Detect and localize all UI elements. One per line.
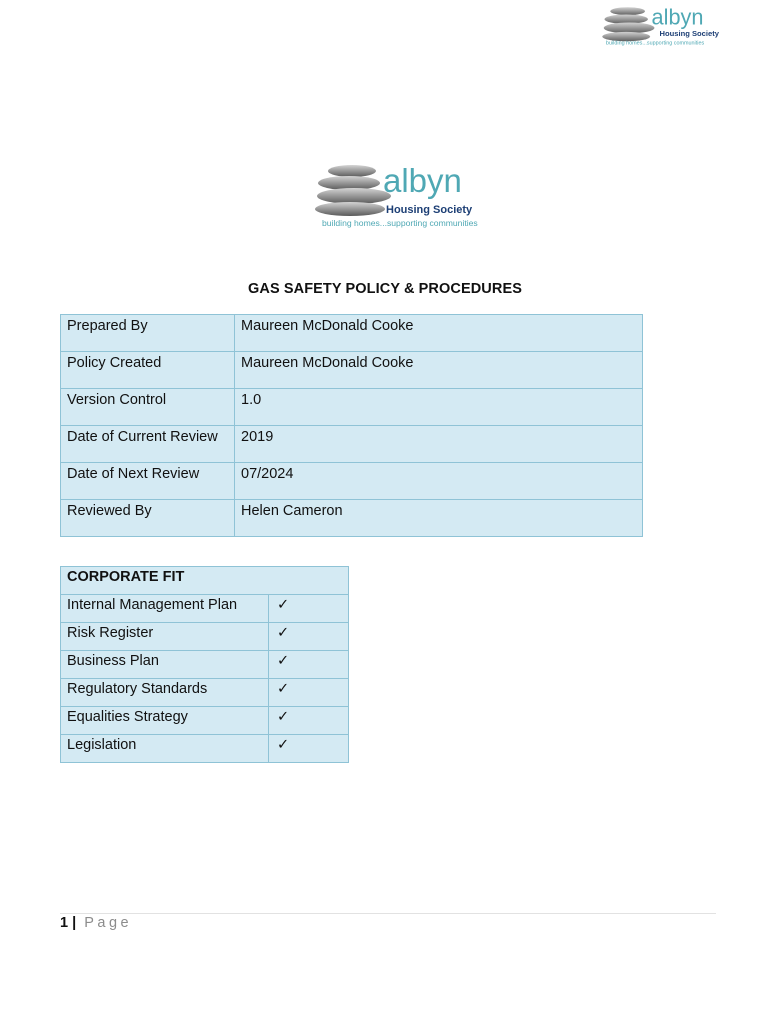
albyn-logo-large bbox=[312, 162, 478, 230]
corporate-fit-label: Business Plan bbox=[61, 651, 269, 679]
metadata-label: Policy Created bbox=[61, 352, 235, 389]
footer-separator: | bbox=[72, 915, 77, 931]
table-row bbox=[61, 389, 643, 426]
corporate-fit-label: Equalities Strategy bbox=[61, 707, 269, 735]
checkmark-icon: ✓ bbox=[269, 679, 349, 707]
table-row bbox=[61, 679, 349, 707]
checkmark-icon: ✓ bbox=[269, 735, 349, 763]
table-row bbox=[61, 315, 643, 352]
corporate-fit-table bbox=[60, 566, 349, 763]
svg-text:building homes...supporting co: building homes...supporting communities bbox=[605, 40, 705, 47]
table-row bbox=[61, 651, 349, 679]
corporate-fit-label: Internal Management Plan bbox=[61, 595, 269, 623]
stacked-stones-logo-icon bbox=[312, 162, 478, 230]
table-row bbox=[61, 623, 349, 651]
corporate-fit-heading: CORPORATE FIT bbox=[61, 567, 349, 595]
corporate-fit-label: Regulatory Standards bbox=[61, 679, 269, 707]
metadata-value: 2019 bbox=[235, 426, 643, 463]
table-row bbox=[61, 352, 643, 389]
stacked-stones-logo-icon bbox=[598, 4, 720, 47]
corporate-fit-label: Risk Register bbox=[61, 623, 269, 651]
table-row bbox=[61, 735, 349, 763]
albyn-logo-small bbox=[598, 4, 720, 47]
table-row bbox=[61, 500, 643, 537]
metadata-label: Version Control bbox=[61, 389, 235, 426]
metadata-value: Maureen McDonald Cooke bbox=[235, 352, 643, 389]
table-header-row bbox=[61, 567, 349, 595]
checkmark-icon: ✓ bbox=[269, 595, 349, 623]
checkmark-icon: ✓ bbox=[269, 707, 349, 735]
document-metadata-table bbox=[60, 314, 643, 537]
svg-text:building homes...supporting co: building homes...supporting communities bbox=[322, 218, 478, 228]
table-row bbox=[61, 595, 349, 623]
svg-text:albyn: albyn bbox=[383, 162, 462, 199]
checkmark-icon: ✓ bbox=[269, 623, 349, 651]
corporate-fit-label: Legislation bbox=[61, 735, 269, 763]
page-label: Page bbox=[84, 915, 133, 931]
metadata-label: Reviewed By bbox=[61, 500, 235, 537]
metadata-value: Helen Cameron bbox=[235, 500, 643, 537]
table-row bbox=[61, 463, 643, 500]
table-row bbox=[61, 707, 349, 735]
svg-text:albyn: albyn bbox=[651, 4, 704, 30]
svg-text:Housing Society: Housing Society bbox=[659, 28, 720, 38]
page-number: 1 bbox=[60, 915, 69, 931]
metadata-label: Date of Current Review bbox=[61, 426, 235, 463]
svg-text:Housing Society: Housing Society bbox=[386, 204, 473, 216]
footer-divider bbox=[60, 913, 716, 914]
metadata-value: 1.0 bbox=[235, 389, 643, 426]
checkmark-icon: ✓ bbox=[269, 651, 349, 679]
metadata-value: Maureen McDonald Cooke bbox=[235, 315, 643, 352]
table-row bbox=[61, 426, 643, 463]
page-footer bbox=[60, 915, 132, 931]
metadata-label: Prepared By bbox=[61, 315, 235, 352]
metadata-label: Date of Next Review bbox=[61, 463, 235, 500]
metadata-value: 07/2024 bbox=[235, 463, 643, 500]
document-title: GAS SAFETY POLICY & PROCEDURES bbox=[248, 281, 522, 297]
